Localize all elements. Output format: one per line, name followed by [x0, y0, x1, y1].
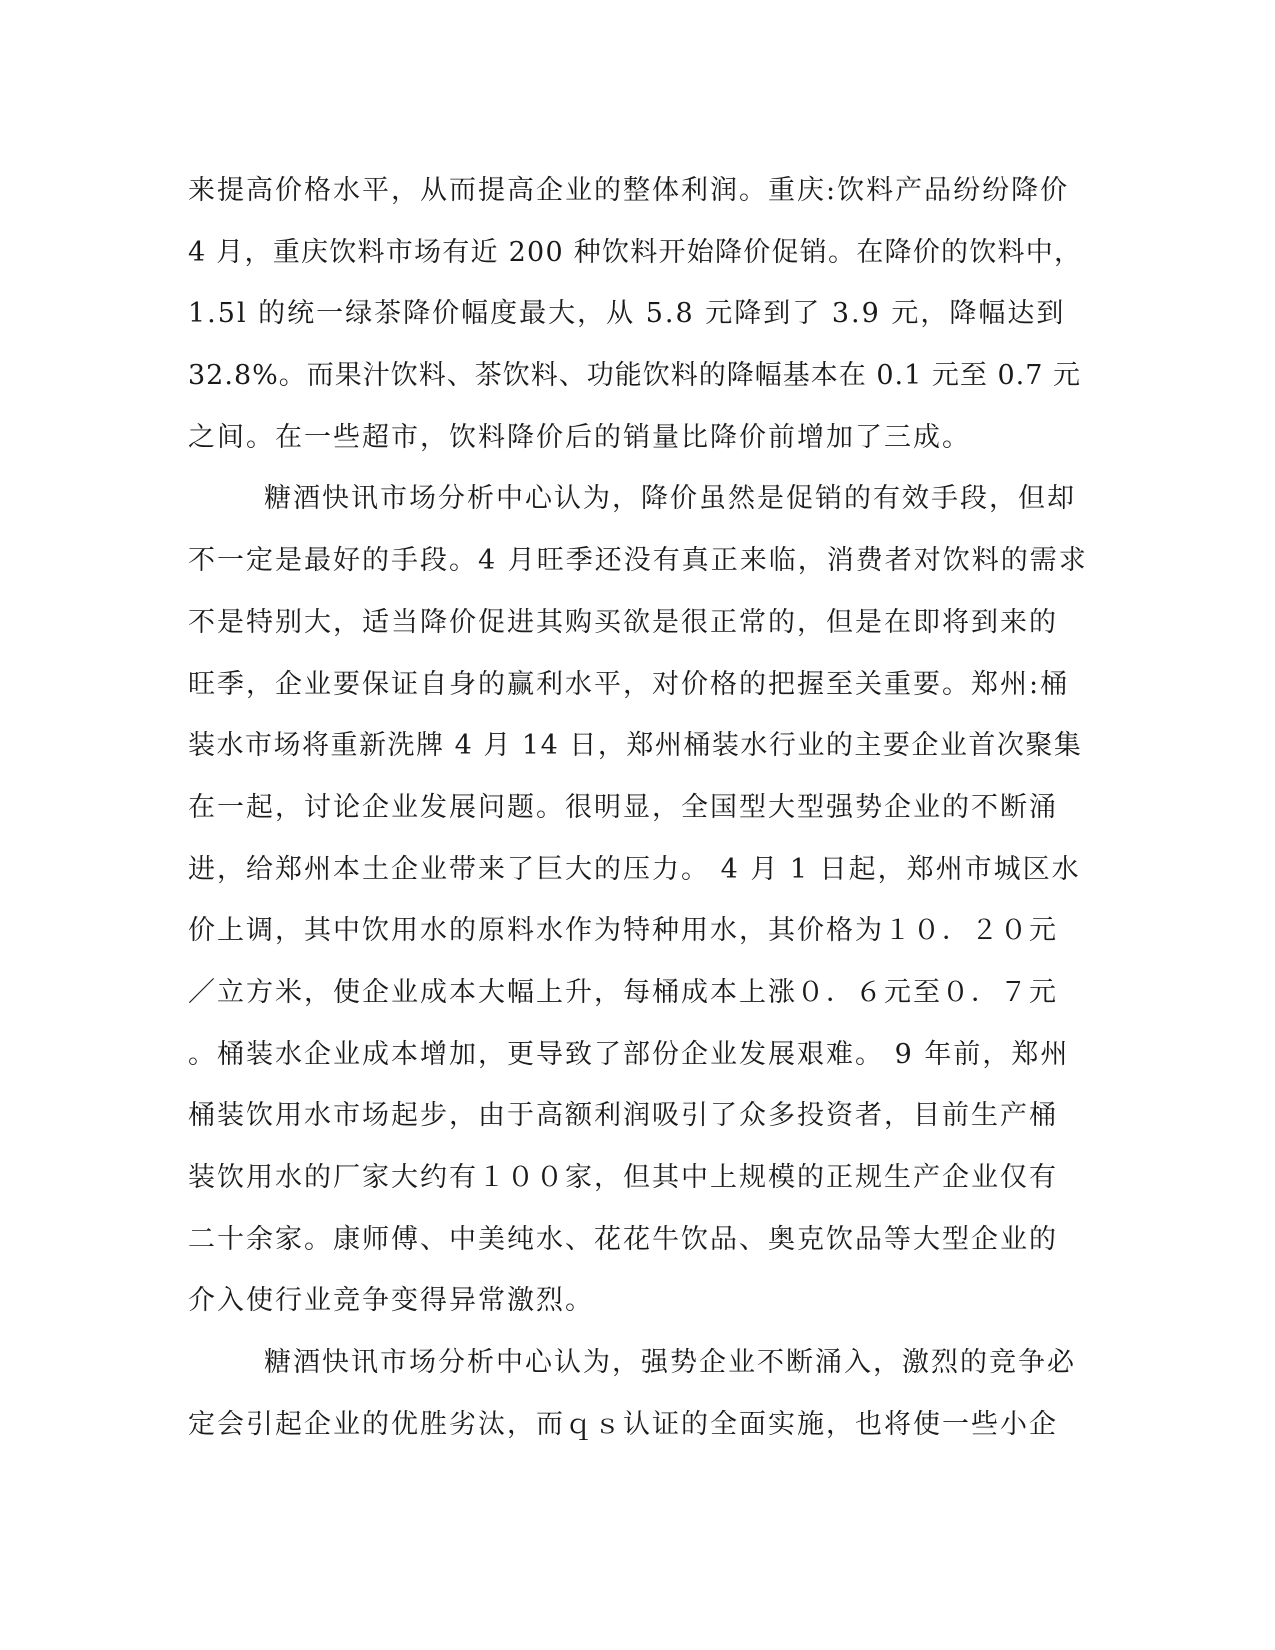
text-line: 1.5l 的统一绿茶降价幅度最大，从 5.8 元降到了 3.9 元，降幅达到 [188, 298, 1066, 330]
body-text [188, 160, 1088, 1455]
text-line: 不是特别大，适当降价促进其购买欲是很正常的，但是在即将到来的 [188, 606, 1058, 638]
text-line: 来提高价格水平，从而提高企业的整体利润。重庆:饮料产品纷纷降价 [188, 175, 1070, 206]
text-line: 糖酒快讯市场分析中心认为，降价虽然是促销的有效手段，但却 [264, 483, 1076, 515]
text-line: 4 月，重庆饮料市场有近 200 种饮料开始降价促销。在降价的饮料中， [188, 236, 1083, 268]
text-line: 介入使行业竞争变得异常激烈。 [188, 1285, 594, 1317]
text-line: 二十余家。康师傅、中美纯水、花花牛饮品、奥克饮品等大型企业的 [188, 1223, 1058, 1255]
text-line: 在一起，讨论企业发展问题。很明显，全国型大型强势企业的不断涌 [188, 791, 1058, 823]
text-line: 装水市场将重新洗牌 4 月 14 日，郑州桶装水行业的主要企业首次聚集 [188, 730, 1083, 762]
text-line: 之间。在一些超市，饮料降价后的销量比降价前增加了三成。 [188, 421, 971, 453]
text-line: 价上调，其中饮用水的原料水作为特种用水，其价格为１０．２０元 [188, 915, 1058, 947]
text-line: 。桶装水企业成本增加，更导致了部份企业发展艰难。 9 年前，郑州 [188, 1038, 1070, 1070]
text-line: 进，给郑州本土企业带来了巨大的压力。 4 月 1 日起，郑州市城区水 [188, 853, 1081, 885]
text-line: 桶装饮用水市场起步，由于高额利润吸引了众多投资者，目前生产桶 [188, 1100, 1058, 1132]
text-line: 旺季，企业要保证自身的赢利水平，对价格的把握至关重要。郑州:桶 [188, 668, 1070, 700]
text-line: 装饮用水的厂家大约有１００家，但其中上规模的正规生产企业仅有 [188, 1162, 1058, 1193]
text-line: ／立方米，使企业成本大幅上升，每桶成本上涨０．６元至０．７元 [188, 976, 1058, 1008]
text-line: 定会引起企业的优胜劣汰，而ｑｓ认证的全面实施，也将使一些小企 [188, 1408, 1058, 1440]
text-line: 糖酒快讯市场分析中心认为，强势企业不断涌入，激烈的竞争必 [264, 1347, 1076, 1379]
text-line: 32.8%。而果汁饮料、茶饮料、功能饮料的降幅基本在 0.1 元至 0.7 元 [188, 360, 1081, 392]
text-line: 不一定是最好的手段。4 月旺季还没有真正来临，消费者对饮料的需求 [188, 545, 1088, 577]
